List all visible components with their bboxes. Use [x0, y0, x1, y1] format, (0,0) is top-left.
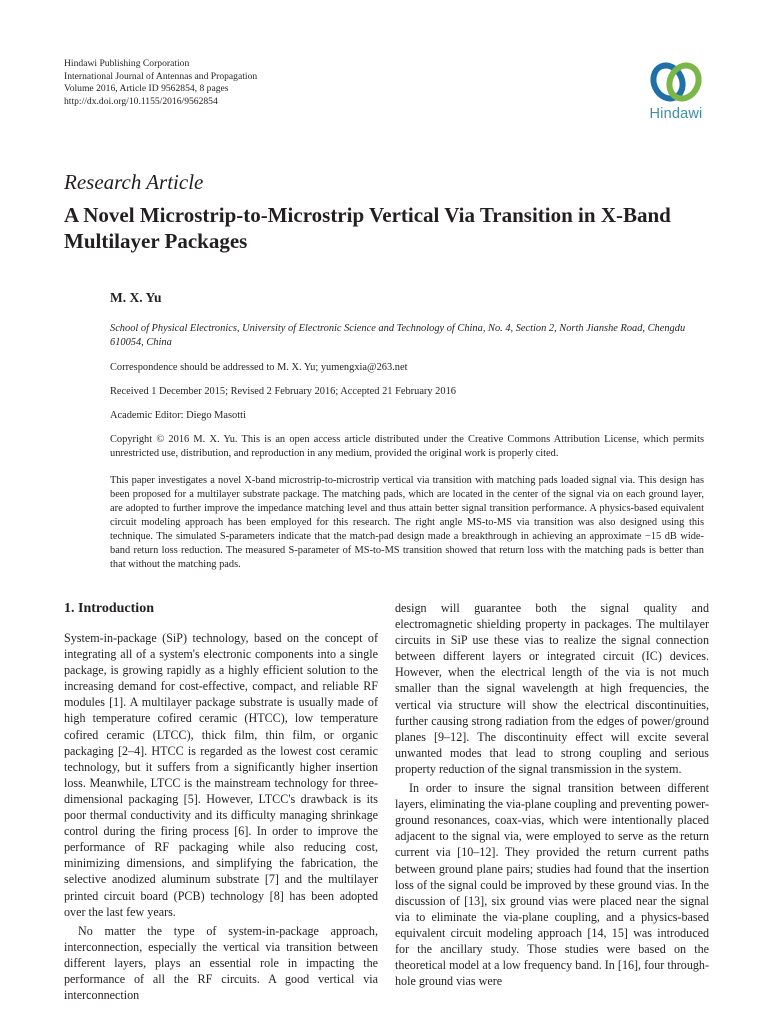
copyright-notice: Copyright © 2016 M. X. Yu. This is an open access article distributed under the Creative Commons Attribution License, which permits unrestricted use, distribution, and reproduction in any medium, provided the original work is properly cited. — [110, 434, 704, 459]
publisher-name: Hindawi Publishing Corporation — [64, 58, 190, 69]
correspondence: Correspondence should be addressed to M. X. Yu; yumengxia@263.net — [110, 362, 408, 373]
journal-name: International Journal of Antennas and Propagation — [64, 70, 258, 82]
body-paragraph: design will guarantee both the signal quality and electromagnetic shielding property in packages. The multilayer circuits in SiP use these vias to realize the signal connection between different layers or integrated circuit (IC) devices. However, when the electrical length of the via is not much smaller than the signal wavelength at high frequencies, the vertical via structure will show the electrical discontinuities, further causing strong radiation from the edges of power/ground planes [9–12]. The discontinuity effect will excite several unwanted modes that lead to strong coupling and serious property reduction of the signal transmission in the system. — [395, 601, 709, 776]
paper-title: A Novel Microstrip-to-Microstrip Vertical Via Transition in X-Band Multilayer Packages — [64, 203, 671, 253]
submission-dates: Received 1 December 2015; Revised 2 February 2016; Accepted 21 February 2016 — [110, 386, 456, 397]
body-column-left — [64, 600, 378, 1003]
body-column-right — [395, 600, 709, 989]
abstract: This paper investigates a novel X-band microstrip-to-microstrip vertical via transition with matching pads loaded signal via. This design has been proposed for a multilayer substrate package. The matching pads, which are located in the center of the signal via on each ground layer, are adopted to further improve the impedance matching level and thus attain better signal transition performance. A physics-based equivalent circuit modeling approach has been employed for this research. The right angle MS-to-MS via transition was also designed using this technique. The simulated S-parameters indicate that the match-pad design made a breakthrough in achieving an approximate −15 dB wide-band return loss reduction. The measured S-parameter of MS-to-MS transition showed that return loss with the matching pads is better than that without the matching pads. — [110, 475, 704, 570]
body-paragraph: System-in-package (SiP) technology, based on the concept of integrating all of a system's electronic components into a single package, is growing rapidly as a highly efficient solution to the increasing demand for cost-effective, compact, and reliable RF modules [1]. A multilayer package substrate is usually made of high temperature cofired ceramic (HTCC), low temperature cofired ceramic (LTCC), thick film, thin film, or organic packaging [2–4]. HTCC is regarded as the lowest cost ceramic technology, but it suffers from a significantly higher insertion loss. Meanwhile, LTCC is the mainstream technology for three-dimensional packaging [5]. However, LTCC's drawback is its poor thermal conductivity and its difficulty managing shrinkage control during the firing process [6]. In order to improve the performance of RF packaging while also reducing cost, minimizing dimensions, and simplifying the fabrication, the selective anodized aluminum substrate [7] and the multilayer printed circuit board (PCB) technology [8] has been adopted over the last few years. — [64, 631, 378, 919]
author-name: M. X. Yu — [110, 290, 162, 305]
logo-wordmark: Hindawi — [649, 106, 703, 122]
doi-link[interactable]: http://dx.doi.org/10.1155/2016/9562854 — [64, 95, 218, 107]
body-paragraph: In order to insure the signal transition between different layers, eliminating the via-plane coupling and preventing power-ground resonances, coax-vias, which were intentionally placed adjacent to the signal via, were employed to serve as the return current via [10–12]. They provided the return current paths between ground plane pairs; studies had found that the insertion loss of the signal could be improved by these ground vias. In the discussion of [13], six ground vias were placed near the signal via to eliminate the via-plane coupling, and a physics-based equivalent circuit modeling approach [14, 15] was introduced for the ancillary study. Those studies were based on the theoretical model at a low frequency band. In [16], four through-hole ground vias were — [395, 781, 709, 989]
affiliation: School of Physical Electronics, University of Electronic Science and Technology of China, No. 4, Section 2, North Jianshe Road, Chengdu 610054, China — [110, 323, 686, 348]
volume-info: Volume 2016, Article ID 9562854, 8 pages — [64, 83, 229, 95]
section-heading: 1. Introduction — [64, 601, 154, 616]
hindawi-logo — [636, 58, 716, 122]
journal-header — [64, 58, 257, 108]
hindawi-logo-icon — [649, 58, 703, 106]
article-type: Research Article — [64, 170, 204, 194]
academic-editor: Academic Editor: Diego Masotti — [110, 410, 246, 421]
body-paragraph: No matter the type of system-in-package approach, interconnection, especially the vertical via transition between different layers, plays an essential role in impacting the performance of all the RF circuits. A good vertical via interconnection — [64, 923, 378, 1003]
